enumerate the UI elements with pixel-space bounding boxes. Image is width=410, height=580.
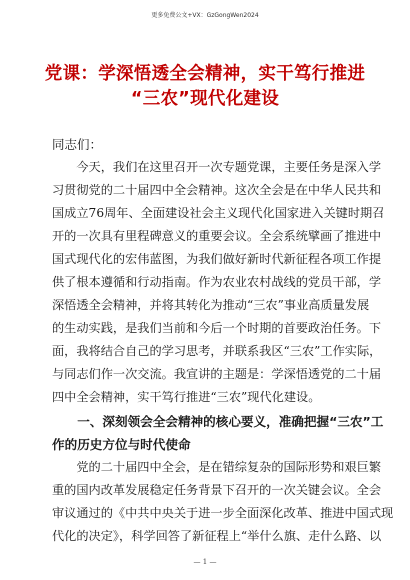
body-line: 重的国内改革发展稳定任务背景下召开的一次关键会议。全会 <box>52 483 382 497</box>
salutation: 同志们： <box>52 137 103 152</box>
header-note: 更多免费公文+VX：GzGongWen2024 <box>151 12 259 19</box>
body-line: 供了根本遵循和行动指南。作为农业农村战线的党员干部，学 <box>52 275 382 289</box>
body-line: 审议通过的《中共中央关于进一步全面深化改革、推进中国式现 <box>52 506 394 520</box>
body-line: 四中全会精神，实干笃行推进“三农”现代化建设。 <box>52 390 321 404</box>
body-line: 国式现代化的宏伟蓝图，为我们做好新时代新征程各项工作提 <box>52 252 382 266</box>
body-line: 深悟透全会精神，并将其转化为推动“三农”事业高质量发展 <box>52 298 370 312</box>
body-line: 习贯彻党的二十届四中全会精神。这次全会是在中华人民共和 <box>52 183 382 197</box>
body-line: 党的二十届四中全会，是在错综复杂的国际形势和艰巨繁 <box>52 460 382 474</box>
body-line: 代化的决定》，科学回答了新征程上“举什么旗、走什么路、以 <box>52 529 382 543</box>
body-line: 与同志们作一次交流。我宣讲的主题是：学深悟透党的二十届 <box>52 367 382 381</box>
body-line: 国成立76周年、全面建设社会主义现代化国家进入关键时期召 <box>52 206 385 220</box>
page-number: — 1 — <box>193 558 217 566</box>
body-line: 今天，我们在这里召开一次专题党课，主要任务是深入学 <box>52 160 382 174</box>
body-line: 面，我将结合自己的学习思考，并联系我区“三农”工作实际， <box>52 344 382 358</box>
section-heading-line: 作的历史方位与时代使命 <box>52 437 191 452</box>
section-heading-line: 一、深刻领会全会精神的核心要义，准确把握“三农”工 <box>52 414 384 429</box>
title-line-2: “三农”现代化建设 <box>130 89 280 109</box>
title-line-1: 党课：学深悟透全会精神，实干笃行推进 <box>44 64 366 84</box>
body-line: 开的一次具有里程碑意义的重要会议。全会系统擘画了推进中 <box>52 229 382 243</box>
body-line: 的生动实践，是我们当前和今后一个时期的首要政治任务。下 <box>52 321 382 335</box>
